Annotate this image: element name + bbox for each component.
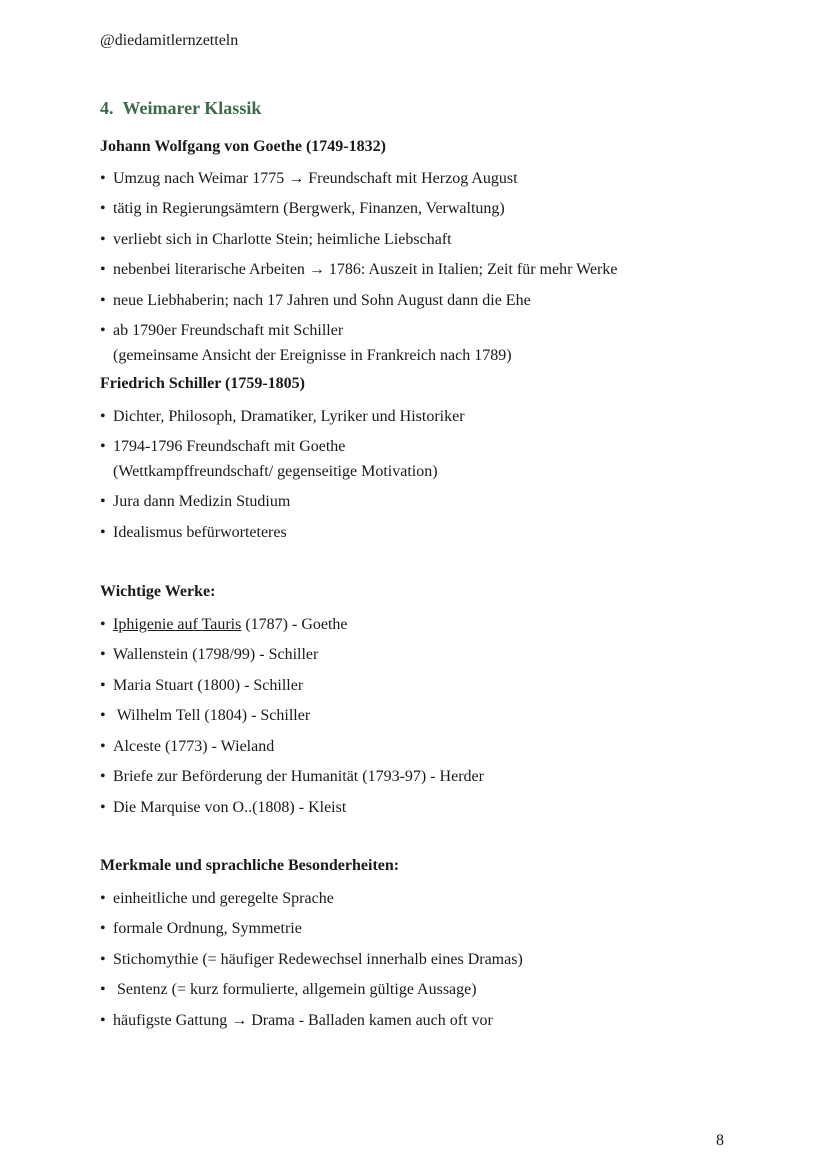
list-item: • 1794-1796 Freundschaft mit Goethe (Wettkampffreundschaft/ gegenseitige Motivation)	[100, 435, 438, 484]
list-item-continuation: (gemeinsame Ansicht der Ereignisse in Frankreich nach 1789)	[113, 346, 512, 364]
list-item: • einheitliche und geregelte Sprache	[100, 890, 334, 907]
list-item: • Umzug nach Weimar 1775 → Freundschaft mit Herzog August	[100, 170, 518, 187]
features-heading: Merkmale und sprachliche Besonderheiten:	[100, 857, 400, 874]
list-item: • Idealismus befürworteteres	[100, 524, 287, 541]
list-item: • häufigste Gattung → Drama - Balladen kamen auch oft vor	[100, 1012, 493, 1029]
list-item: • Sentenz (= kurz formulierte, allgemein gültige Aussage)	[100, 981, 477, 998]
list-item: • verliebt sich in Charlotte Stein; heimliche Liebschaft	[100, 231, 452, 248]
list-item: • ab 1790er Freundschaft mit Schiller (gemeinsame Ansicht der Ereignisse in Frankreich nach 1789)	[100, 319, 512, 368]
list-item: • neue Liebhaberin; nach 17 Jahren und Sohn August dann die Ehe	[100, 292, 531, 309]
list-item-continuation: (Wettkampffreundschaft/ gegenseitige Motivation)	[113, 462, 438, 480]
list-item: • tätig in Regierungsämtern (Bergwerk, Finanzen, Verwaltung)	[100, 200, 505, 217]
list-item: • Die Marquise von O..(1808) - Kleist	[100, 799, 347, 816]
list-item: • Wallenstein (1798/99) - Schiller	[100, 646, 319, 663]
list-item: • Iphigenie auf Tauris (1787) - Goethe	[100, 616, 348, 633]
schiller-heading: Friedrich Schiller (1759-1805)	[100, 375, 305, 392]
list-item: • formale Ordnung, Symmetrie	[100, 920, 302, 937]
header-handle: @diedamitlernzetteln	[100, 32, 239, 49]
list-item: • Alceste (1773) - Wieland	[100, 738, 275, 755]
section-title	[100, 98, 261, 119]
works-heading: Wichtige Werke:	[100, 583, 216, 600]
list-item: • Stichomythie (= häufiger Redewechsel innerhalb eines Dramas)	[100, 951, 523, 968]
goethe-heading: Johann Wolfgang von Goethe (1749-1832)	[100, 138, 386, 155]
section-number: 4.	[100, 98, 114, 118]
list-item: • Dichter, Philosoph, Dramatiker, Lyriker und Historiker	[100, 408, 465, 425]
list-item: • Jura dann Medizin Studium	[100, 493, 291, 510]
page-number: 8	[716, 1132, 724, 1149]
work-title-underlined: Iphigenie auf Tauris	[113, 616, 242, 633]
list-item: • Briefe zur Beförderung der Humanität (1793-97) - Herder	[100, 768, 484, 785]
list-item: • Maria Stuart (1800) - Schiller	[100, 677, 304, 694]
list-item: • Wilhelm Tell (1804) - Schiller	[100, 707, 311, 724]
list-item: • nebenbei literarische Arbeiten → 1786: Auszeit in Italien; Zeit für mehr Werke	[100, 261, 618, 278]
section-title-text: Weimarer Klassik	[122, 98, 262, 118]
